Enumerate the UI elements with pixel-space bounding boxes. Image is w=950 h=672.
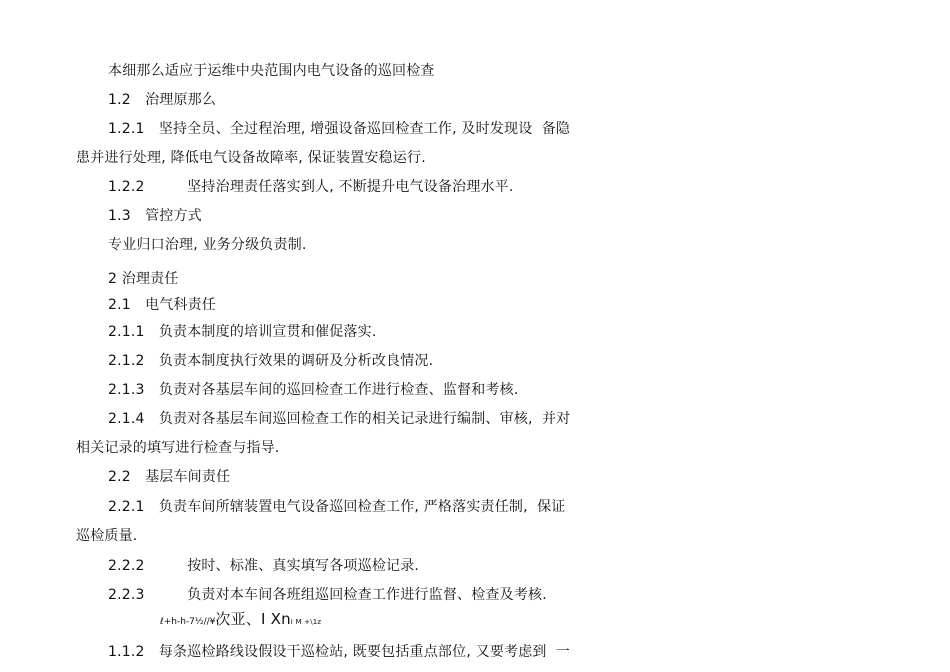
paragraph-1-1-2 xyxy=(108,643,570,661)
text-line: 2.2 基层车间责任 xyxy=(108,469,231,485)
garbled-fragment: I M +\1z xyxy=(290,618,322,626)
text-line: 2 治理责任 xyxy=(108,271,179,287)
text-line: 1.2.1 坚持全员、全过程治理, 增强设备巡回检查工作, 及时发现设 备隐 xyxy=(108,121,571,137)
garbled-fragment: 次亚、I Xn xyxy=(215,610,291,628)
text-line: 1.2.2 坚持治理责任落实到人, 不断提升电气设备治理水平. xyxy=(108,179,514,195)
text-line: 2.2.1 负责车间所辖装置电气设备巡回检查工作, 严格落实责任制, 保证 xyxy=(108,499,566,515)
garbled-ocr-line xyxy=(160,610,321,631)
text-line: 本细那么适应于运维中央范围内电气设备的巡回检查 xyxy=(108,63,435,79)
paragraph-2-2-2 xyxy=(108,557,419,575)
text-line: 患并进行处理, 降低电气设备故障率, 保证装置安稳运行. xyxy=(76,150,426,166)
text-line: 2.1 电气科责任 xyxy=(108,297,217,313)
text-line: 1.2 治理原那么 xyxy=(108,92,217,108)
heading-2-1 xyxy=(108,296,216,314)
text-line: 2.2.3 负责对本车间各班组巡回检查工作进行监督、检查及考核. xyxy=(108,587,547,603)
paragraph-1-2-1-cont xyxy=(76,149,426,167)
paragraph-2-1-4-cont xyxy=(76,439,279,457)
text-line: 巡检质量. xyxy=(76,528,138,544)
paragraph-1-2-2 xyxy=(108,178,514,196)
paragraph-2-2-3 xyxy=(108,586,547,604)
paragraph-1-2-1 xyxy=(108,120,570,138)
heading-1-3 xyxy=(108,207,202,225)
text-line: 2.2.2 按时、标准、真实填写各项巡检记录. xyxy=(108,558,420,574)
text-line: 2.1.3 负责对各基层车间的巡回检查工作进行检查、监督和考核. xyxy=(108,382,519,398)
heading-2 xyxy=(108,270,179,288)
scope-paragraph xyxy=(108,62,435,80)
text-line: 专业归口治理, 业务分级负责制. xyxy=(108,237,307,253)
text-line: 2.1.2 负责本制度执行效果的调研及分析改良情况. xyxy=(108,353,434,369)
heading-2-2 xyxy=(108,468,230,486)
text-line: 2.1.1 负责本制度的培训宣贯和催促落实. xyxy=(108,324,377,340)
garbled-fragment: ℓ+h-h-7½//¥ xyxy=(160,617,216,627)
text-line: 相关记录的填写进行检查与指导. xyxy=(76,440,280,456)
text-line: 1.3 管控方式 xyxy=(108,208,202,224)
paragraph-2-2-1 xyxy=(108,498,565,516)
text-line: 2.1.4 负责对各基层车间巡回检查工作的相关记录进行编制、审核, 并对 xyxy=(108,411,571,427)
paragraph-1-3 xyxy=(108,236,307,254)
paragraph-2-1-1 xyxy=(108,323,376,341)
paragraph-2-2-1-cont xyxy=(76,527,137,545)
text-line: 1.1.2 每条巡检路线设假设干巡检站, 既要包括重点部位, 又要考虑到 一 xyxy=(108,644,571,660)
paragraph-2-1-3 xyxy=(108,381,518,399)
paragraph-2-1-4 xyxy=(108,410,570,428)
heading-1-2 xyxy=(108,91,216,109)
paragraph-2-1-2 xyxy=(108,352,433,370)
